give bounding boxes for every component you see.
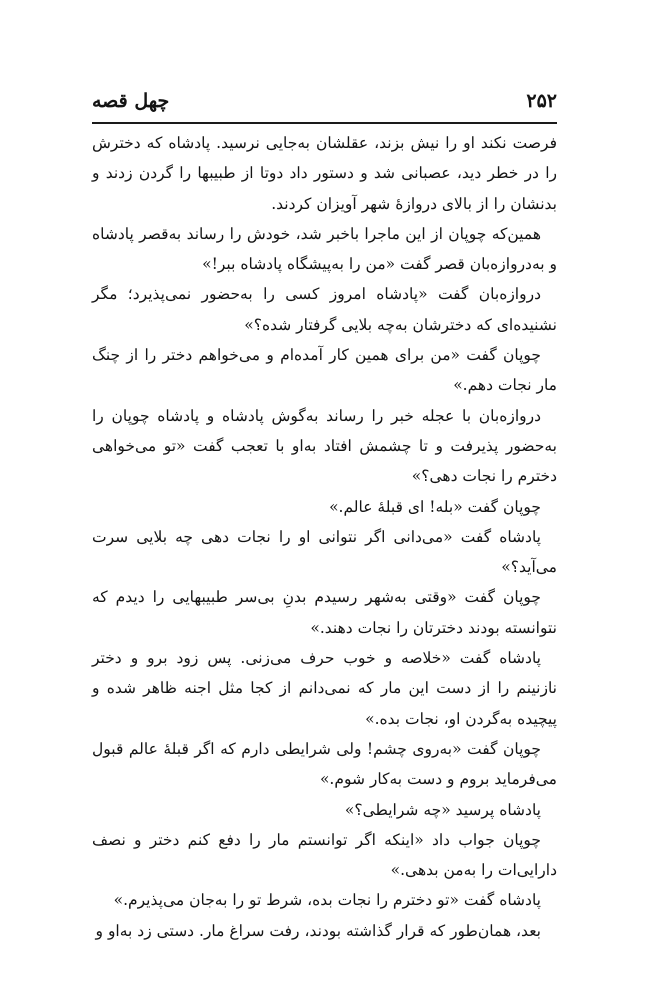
paragraph: دروازه‌بان گفت «پادشاه امروز کسی را به‌حضور نمی‌پذیرد؛ مگر نشنیده‌ای که دخترشان به‌چه بلایی گرفتار شده؟» [92, 285, 557, 334]
paragraph: بعد، همان‌طور که قرار گذاشته بودند، رفت سراغ مار. دستی زد به‌او و [95, 921, 541, 940]
paragraph: پادشاه گفت «تو دخترم را نجات بده، شرط تو را به‌جان می‌پذیرم.» [113, 891, 541, 910]
paragraph: چوپان گفت «من برای همین کار آمده‌ام و می‌خواهم دختر را از چنگ مار نجات دهم.» [92, 346, 557, 395]
paragraph: پادشاه گفت «می‌دانی اگر نتوانی او را نجات دهی چه بلایی سرت می‌آید؟» [92, 527, 557, 577]
page-number: ۲۵۲ [526, 90, 557, 112]
paragraph: فرصت نکند او را نیش بزند، عقلشان به‌جایی نرسید. پادشاه که دخترش را در خطر دید، عصبانی شد و دستور داد دوتا از طبیبها را گردن زدند و بدنشان را از بالای دروازهٔ شهر آویزان کردند. [92, 134, 557, 213]
running-title: چهل قصه [92, 90, 170, 112]
paragraph: همین‌که چوپان از این ماجرا باخبر شد، خودش را رساند به‌قصر پادشاه و به‌دروازه‌بان قصر گفت «من را به‌پیشگاه پادشاه ببر!» [92, 224, 557, 274]
paragraph: چوپان گفت «وقتی به‌شهر رسیدم بدنِ بی‌سر طبیبهایی را دیدم که نتوانسته بودند دخترتان را نجات دهند.» [92, 588, 557, 637]
paragraph: پادشاه پرسید «چه شرایطی؟» [344, 800, 541, 819]
paragraph: پادشاه گفت «خلاصه و خوب حرف می‌زنی. پس زود برو و دختر نازنینم را از دست این مار که نمی‌دانم از کجا مثل اجنه ظاهر شده و پیچیده به‌گردن او، نجات بده.» [92, 649, 557, 728]
body-text [92, 128, 557, 946]
header-rule [92, 122, 557, 124]
paragraph: چوپان گفت «بله! ای قبلهٔ عالم.» [329, 497, 541, 516]
paragraph: چوپان جواب داد «اینکه اگر توانستم مار را دفع کنم دختر و نصف دارایی‌ات را به‌من بدهی.» [92, 830, 557, 880]
paragraph: چوپان گفت «به‌روی چشم! ولی شرایطی دارم که اگر قبلهٔ عالم قبول می‌فرماید بروم و دست به‌کار شوم.» [92, 739, 557, 789]
paragraph: دروازه‌بان با عجله خبر را رساند به‌گوش پادشاه و پادشاه چوپان را به‌حضور پذیرفت و تا چشمش افتاد به‌او با تعجب گفت «تو می‌خواهی دخترم را نجات دهی؟» [92, 406, 557, 486]
page-header [92, 88, 557, 116]
